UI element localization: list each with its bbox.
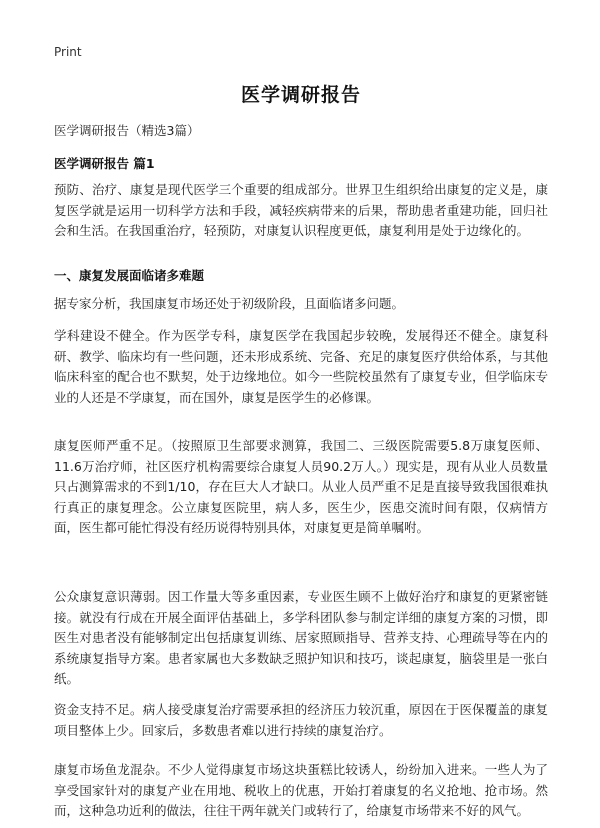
page-title: 医学调研报告 (240, 84, 361, 106)
document-subtitle: 医学调研报告（精选3篇） (54, 123, 200, 138)
paragraph: 学科建设不健全。作为医学专科，康复医学在我国起步较晚，发展得还不健全。康复科研、教学、临床均有一些问题，还未形成系统、完备、充足的康复医疗供给体系，与其他临床科室的配合也不默契，处于边缘地位。如今一些院校虽然有了康复专业，但学临床专业的人还是不学康复，而在国外，康复是医学生的必修课。 (54, 328, 548, 405)
section-heading: 一、康复发展面临诸多难题 (54, 268, 205, 283)
paragraph: 资金支持不足。病人接受康复治疗需要承担的经济压力较沉重，原因在于医保覆盖的康复项目整体上少。回家后，多数患者难以进行持续的康复治疗。 (54, 702, 548, 738)
print-link[interactable]: Print (54, 45, 82, 59)
paragraph: 康复市场鱼龙混杂。不少人觉得康复市场这块蛋糕比较诱人，纷纷加入进来。一些人为了享受国家针对的康复产业在用地、税收上的优惠，开始打着康复的名义抢地、抢市场。然而，这种急功近利的做法，往往干两年就关门或转行了，给康复市场带来不好的风气。 (54, 762, 548, 818)
paragraph: 公众康复意识薄弱。因工作量大等多重因素，专业医生顾不上做好治疗和康复的更紧密链接。就没有行成在开展全面评估基础上，多学科团队参与制定详细的康复方案的习惯，即医生对患者没有能够制定出包括康复训练、居家照顾指导、营养支持、心理疏导等在内的系统康复指导方案。患者家属也大多数缺乏照护知识和技巧，谈起康复，脑袋里是一张白纸。 (54, 589, 548, 686)
paragraph: 康复医师严重不足。（按照原卫生部要求测算，我国二、三级医院需要5.8万康复医师、11.6万治疗师，社区医疗机构需要综合康复人员90.2万人。）现实是，现有从业人员数量只占测算需求的不到1/10，存在巨大人才缺口。从业人员严重不足是直接导致我国很难执行真正的康复理念。公立康复医院里，病人多，医生少，医患交流时间有限，仅病情方面，医生都可能忙得没有经历说得特别具体，对康复更是简单嘱咐。 (54, 438, 548, 535)
article-heading: 医学调研报告 篇1 (54, 156, 155, 171)
paragraph: 预防、治疗、康复是现代医学三个重要的组成部分。世界卫生组织给出康复的定义是，康复医学就是运用一切科学方法和手段，减轻疾病带来的后果，帮助患者重建功能，回归社会和生活。在我国重治疗，轻预防，对康复认识程度更低，康复利用是处于边缘化的。 (54, 182, 548, 238)
paragraph: 据专家分析，我国康复市场还处于初级阶段，且面临诸多问题。 (54, 296, 405, 311)
